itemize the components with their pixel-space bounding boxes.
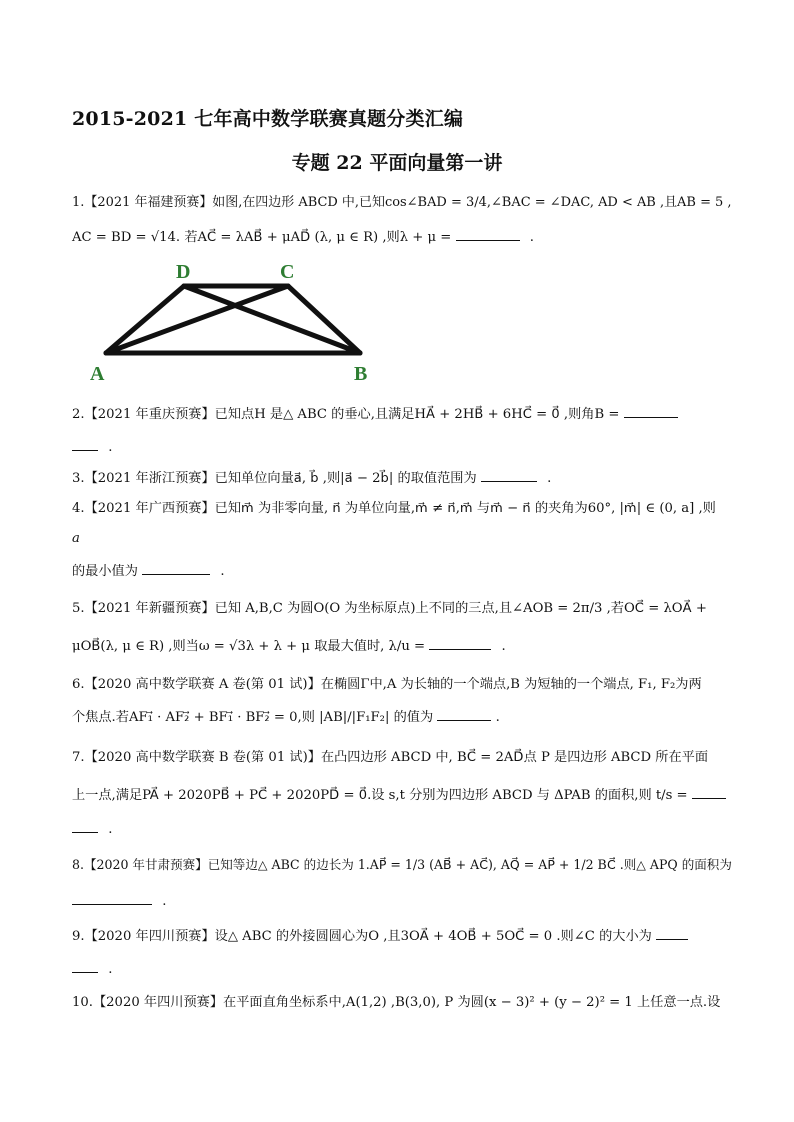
problem-1-tail: . [529,230,534,245]
answer-blank [481,469,537,482]
problem-4-tail: . [220,564,225,579]
problem-5-tail: . [501,639,506,654]
problem-6-tail: . [495,710,500,725]
edge-ad [106,286,184,353]
problem-7-line-1: 7.【2020 高中数学联赛 B 卷(第 01 试)】在凸四边形 ABCD 中, BC⃗ = 2AD⃗点 P 是四边形 ABCD 所在平面 [72,750,709,765]
problem-2-line-1 [72,405,732,424]
problem-2-line-2 [72,438,732,457]
problem-8-line-1: 8.【2020 年甘肃预赛】已知等边△ ABC 的边长为 1.AP⃗ = 1/3 (AB⃗ + AC⃗), AQ⃗ = AP⃗ + 1/2 BC⃗ .则△ APQ 的面积为 [72,857,732,872]
label-b: B [354,363,368,385]
problem-9-line-1-text: 9.【2020 年四川预赛】设△ ABC 的外接圆圆心为O ,且3OA⃗ + 4OB⃗ + 5OC⃗ = 0 .则∠C 的大小为 [72,929,652,944]
answer-blank [624,405,678,418]
problem-5-line-1: 5.【2021 年新疆预赛】已知 A,B,C 为圆O(O 为坐标原点)上不同的三点,且∠AOB = 2π/3 ,若OC⃗ = λOA⃗ + [72,601,707,616]
problem-5-line-2-text: μOB⃗(λ, μ ∈ R) ,则当ω = √3λ + λ + μ 取最大值时, λ/u = [72,639,430,654]
problem-8-line-2 [72,892,732,911]
figure-lines [106,286,360,353]
problem-5-line-2 [72,637,732,656]
answer-blank [72,892,152,905]
diagonal-bd [184,286,360,353]
problem-2-line-1-text: 2.【2021 年重庆预赛】已知点H 是△ ABC 的垂心,且满足HA⃗ + 2HB⃗ + 6HC⃗ = 0⃗ ,则角B = [72,407,624,422]
answer-blank [456,228,520,241]
label-a: A [90,363,105,385]
problem-4-line-3 [72,562,732,581]
answer-blank [437,708,491,721]
problem-7-line-2 [72,786,732,805]
problem-7-line-3 [72,820,732,839]
label-c: C [280,261,295,283]
answer-blank [142,562,210,575]
problem-9-line-1 [72,927,732,946]
problem-2-tail: . [108,440,113,455]
problem-7-tail: . [108,822,113,837]
document-subtitle: 专题 22 平面向量第一讲 [291,152,503,174]
diagonal-ac [106,286,288,353]
answer-blank [656,927,688,940]
problem-4-line-1: 4.【2021 年广西预赛】已知m⃗ 为非零向量, n⃗ 为单位向量,m⃗ ≠ n⃗,m⃗ 与m⃗ − n⃗ 的夹角为60°, |m⃗| ∈ (0, a] ,则 [72,501,716,516]
problem-6-line-2 [72,708,732,727]
problem-1-line-1: 1.【2021 年福建预赛】如图,在四边形 ABCD 中,已知cos∠BAD = 3/4,∠BAC = ∠DAC, AD < AB ,且AB = 5 , [72,195,732,210]
problem-3-line-1-text: 3.【2021 年浙江预赛】已知单位向量a⃗, b⃗ ,则|a⃗ − 2b⃗| 的取值范围为 [72,471,477,486]
problem-4-line-2: a [72,531,80,546]
problem-3-tail: . [547,471,552,486]
answer-blank-continued [72,438,98,451]
problem-3-line-1 [72,469,732,488]
edge-cb [288,286,360,353]
problem-7-line-2-text: 上一点,满足PA⃗ + 2020PB⃗ + PC⃗ + 2020PD⃗ = 0⃗.设 s,t 分别为四边形 ABCD 与 ΔPAB 的面积,则 t/s = [72,788,688,803]
problem-6-line-2-text: 个焦点.若AF₁⃗ · AF₂⃗ + BF₁⃗ · BF₂⃗ = 0,则 |AB|/|F₁F₂| 的值为 [72,710,434,725]
quadrilateral-figure [88,258,388,388]
problem-1-line-2-text: AC = BD = √14. 若AC⃗ = λAB⃗ + μAD⃗ (λ, μ ∈ R) ,则λ + μ = [72,230,456,245]
answer-blank-continued [72,960,98,973]
problem-8-tail: . [162,894,167,909]
answer-blank [692,786,726,799]
problem-10-line-1: 10.【2020 年四川预赛】在平面直角坐标系中,A(1,2) ,B(3,0), P 为圆(x − 3)² + (y − 2)² = 1 上任意一点.设 [72,995,721,1010]
problem-1-line-2 [72,228,732,247]
answer-blank [429,637,491,650]
answer-blank-continued [72,820,98,833]
problem-6-line-1: 6.【2020 高中数学联赛 A 卷(第 01 试)】在椭圆Γ中,A 为长轴的一个端点,B 为短轴的一个端点, F₁, F₂为两 [72,677,702,692]
document-title: 2015-2021 七年高中数学联赛真题分类汇编 [72,108,464,130]
problem-4-line-3-text: 的最小值为 [72,564,138,579]
problem-9-line-2 [72,960,732,979]
label-d: D [176,261,191,283]
problem-9-tail: . [108,962,113,977]
